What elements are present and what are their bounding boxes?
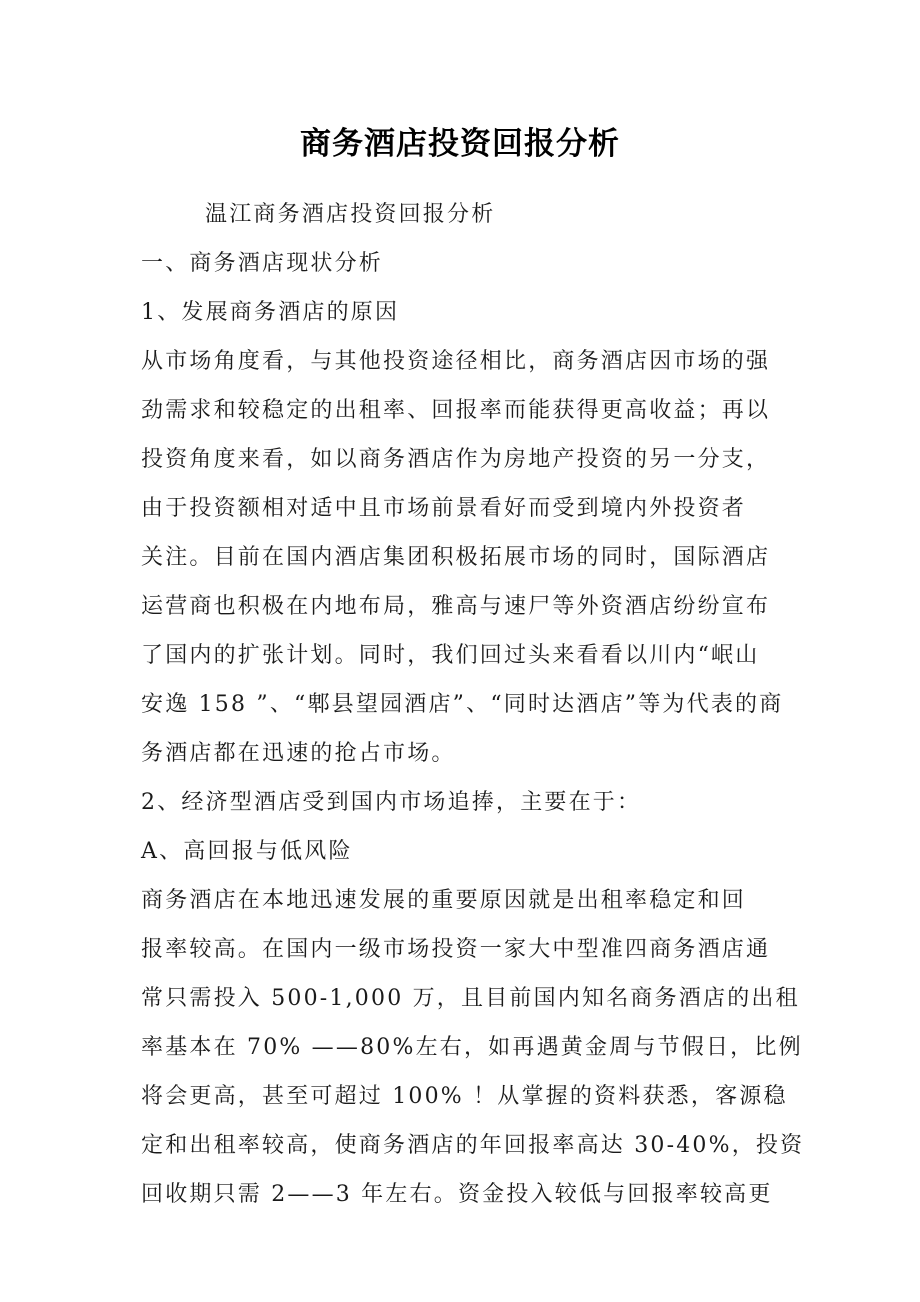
subsection-heading: A、高回报与低风险 [141,839,353,864]
subsection-heading: 2、经济型酒店受到国内市场追捧，主要在于： [141,790,642,815]
paragraph-line: 了国内的扩张计划。同时，我们回过头来看看以川内“岷山 [141,643,760,668]
paragraph-line: 率基本在 70% ——80%左右，如再遇黄金周与节假日，比例 [141,1035,803,1060]
document-title: 商务酒店投资回报分析 [300,126,620,162]
paragraph-line: 常只需投入 500-1,000 万，且目前国内知名商务酒店的出租 [141,986,800,1011]
paragraph-line: 报率较高。在国内一级市场投资一家大中型准四商务酒店通 [141,937,771,962]
paragraph-line: 从市场角度看，与其他投资途径相比，商务酒店因市场的强 [141,349,771,374]
paragraph-line: 将会更高，甚至可超过 100% ！从掌握的资料获悉，客源稳 [141,1084,788,1109]
subtitle-line: 温江商务酒店投资回报分析 [205,202,496,227]
section-heading: 一、商务酒店现状分析 [141,251,384,276]
paragraph-line: 由于投资额相对适中且市场前景看好而受到境内外投资者 [141,496,747,521]
paragraph-line: 定和出租率较高，使商务酒店的年回报率高达 30-40%，投资 [141,1133,805,1158]
paragraph-line: 务酒店都在迅速的抢占市场。 [141,741,456,766]
paragraph-line: 关注。目前在国内酒店集团积极拓展市场的同时，国际酒店 [141,545,771,570]
paragraph-line: 投资角度来看，如以商务酒店作为房地产投资的另一分支， [141,447,771,472]
paragraph-line: 回收期只需 2——3 年左右。资金投入较低与回报率较高更 [141,1182,773,1207]
subsection-heading: 1、发展商务酒店的原因 [141,300,400,325]
paragraph-line: 商务酒店在本地迅速发展的重要原因就是出租率稳定和回 [141,888,747,913]
document-body [141,190,805,1219]
paragraph-line: 劲需求和较稳定的出租率、回报率而能获得更高收益；再以 [141,398,771,423]
paragraph-line: 安逸 158 ”、“郫县望园酒店”、“同时达酒店”等为代表的商 [141,692,784,717]
paragraph-line: 运营商也积极在内地布局，雅高与速尸等外资酒店纷纷宣布 [141,594,771,619]
